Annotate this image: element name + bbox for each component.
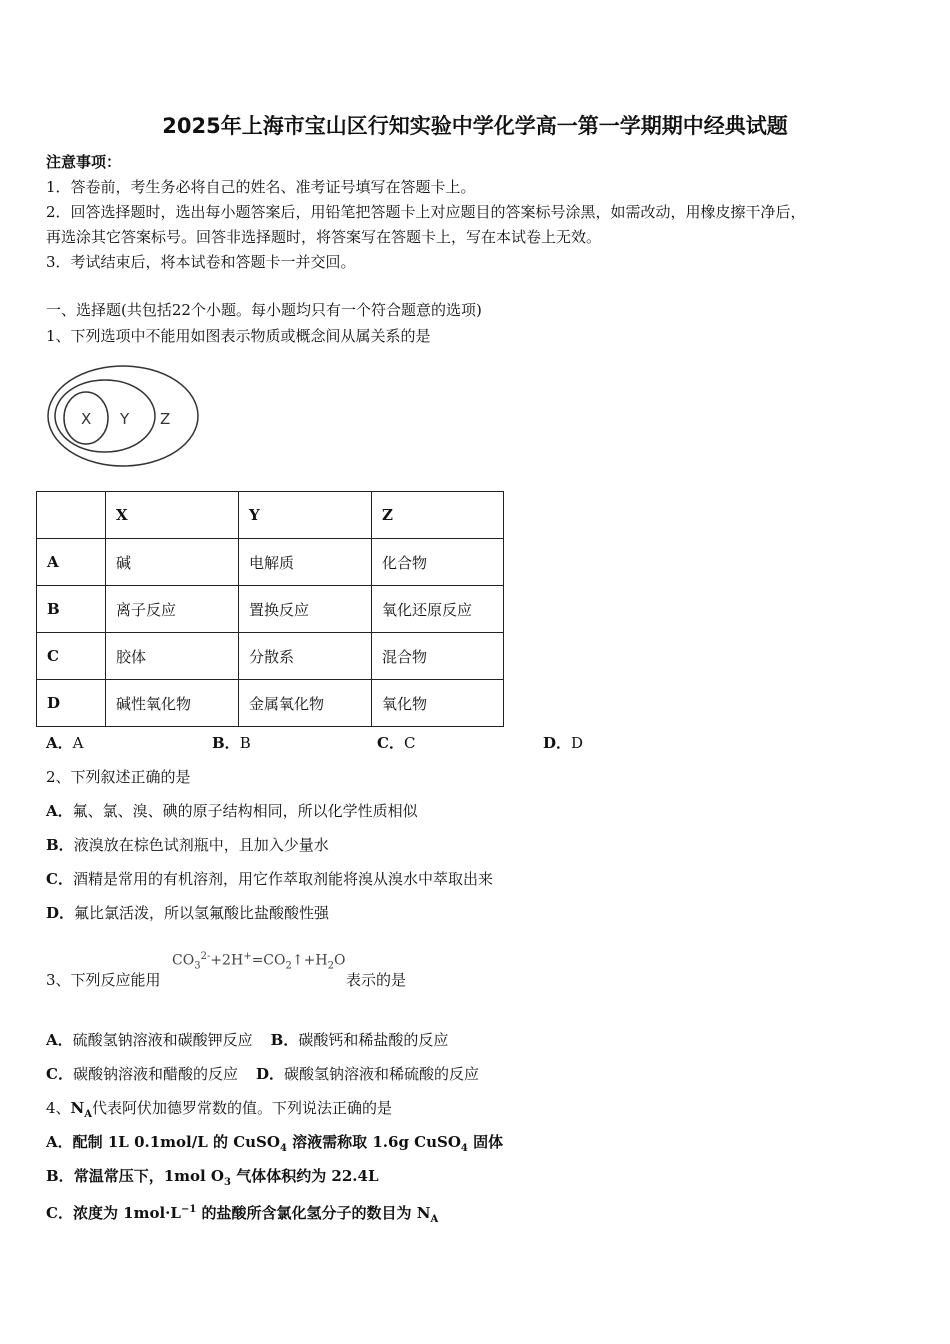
ellipse-y — [55, 380, 155, 452]
q1-choice-d: D．D — [543, 734, 584, 752]
table-cell: 胶体 — [106, 633, 239, 680]
table-header-z: Z — [372, 492, 504, 539]
table-cell: A — [37, 539, 106, 586]
table-cell — [37, 492, 106, 539]
q2-stem: 2、下列叙述正确的是 — [46, 768, 191, 786]
table-cell: 化合物 — [372, 539, 504, 586]
diagram-label-y: Y — [120, 410, 130, 428]
section-heading: 一、选择题(共包括22个小题。每小题均只有一个符合题意的选项) — [46, 301, 482, 319]
table-header-row — [37, 492, 504, 539]
ionic-equation: $CO_3^{2-}+2H^+=CO_2↑+H_2O$ — [172, 951, 346, 972]
q4-option-b: B．常温常压下，1mol $O_3$ 气体体积约为 22.4L — [46, 1167, 379, 1188]
table-row — [37, 633, 504, 680]
q2-option-c: C．酒精是常用的有机溶剂，用它作萃取剂能将溴从溴水中萃取出来 — [46, 870, 493, 888]
q3-stem-after: 表示的是 — [346, 971, 407, 989]
table-cell: 电解质 — [239, 539, 372, 586]
q2-option-b: B．液溴放在棕色试剂瓶中，且加入少量水 — [46, 836, 329, 854]
notice-item: 3．考试结束后，将本试卷和答题卡一并交回。 — [46, 253, 356, 271]
table-cell: 碱性氧化物 — [106, 680, 239, 727]
q3-options-line-1: A．硫酸氢钠溶液和碳酸钾反应 B．碳酸钙和稀盐酸的反应 — [46, 1031, 449, 1049]
q3-options-line-2: C．碳酸钠溶液和醋酸的反应 D．碳酸氢钠溶液和稀硫酸的反应 — [46, 1065, 479, 1083]
table-cell: 离子反应 — [106, 586, 239, 633]
table-cell: 金属氧化物 — [239, 680, 372, 727]
q1-choice-c: C．C — [377, 734, 416, 752]
notice-heading: 注意事项： — [46, 153, 122, 171]
q1-options-table — [36, 491, 504, 727]
table-header-x: X — [106, 492, 239, 539]
q1-choice-b: B．B — [212, 734, 251, 752]
q1-stem: 1、下列选项中不能用如图表示物质或概念间从属关系的是 — [46, 327, 431, 345]
table-cell: 氧化物 — [372, 680, 504, 727]
diagram-label-x: X — [81, 410, 92, 428]
table-cell: 分散系 — [239, 633, 372, 680]
q4-stem: 4、$N_A$代表阿伏加德罗常数的值。下列说法正确的是 — [46, 1099, 393, 1120]
q4-option-a: A．配制 1L 0.1mol/L 的 CuSO$_4$ 溶液需称取 1.6g CuSO$_4$ 固体 — [46, 1133, 504, 1154]
table-cell: 氧化还原反应 — [372, 586, 504, 633]
q4-option-c: C．浓度为 $1mol\cdot L^{-1}$ 的盐酸所含氯化氢分子的数目为 $N_A$ — [46, 1204, 439, 1225]
notice-item: 再选涂其它答案标号。回答非选择题时，将答案写在答题卡上，写在本试卷上无效。 — [46, 228, 602, 246]
table-row — [37, 586, 504, 633]
table-cell: D — [37, 680, 106, 727]
q2-option-d: D．氟比氯活泼，所以氢氟酸比盐酸酸性强 — [46, 904, 330, 922]
table-row — [37, 539, 504, 586]
q1-choice-a: A．A — [46, 734, 84, 752]
q3-stem-before: 3、下列反应能用 — [46, 971, 161, 989]
q2-option-a: A．氟、氯、溴、碘的原子结构相同，所以化学性质相似 — [46, 802, 418, 820]
table-cell: B — [37, 586, 106, 633]
page-title: 2025年上海市宝山区行知实验中学化学高一第一学期期中经典试题 — [162, 114, 788, 138]
table-row — [37, 680, 504, 727]
diagram-label-z: Z — [160, 410, 171, 428]
table-cell: 混合物 — [372, 633, 504, 680]
table-header-y: Y — [239, 492, 372, 539]
table-cell: 碱 — [106, 539, 239, 586]
table-cell: 置换反应 — [239, 586, 372, 633]
notice-item: 1．答卷前，考生务必将自己的姓名、准考证号填写在答题卡上。 — [46, 178, 476, 196]
notice-item: 2．回答选择题时，选出每小题答案后，用铅笔把答题卡上对应题目的答案标号涂黑，如需改动，用橡皮擦干净后， — [46, 203, 806, 221]
nested-ellipse-diagram — [44, 362, 204, 472]
table-cell: C — [37, 633, 106, 680]
